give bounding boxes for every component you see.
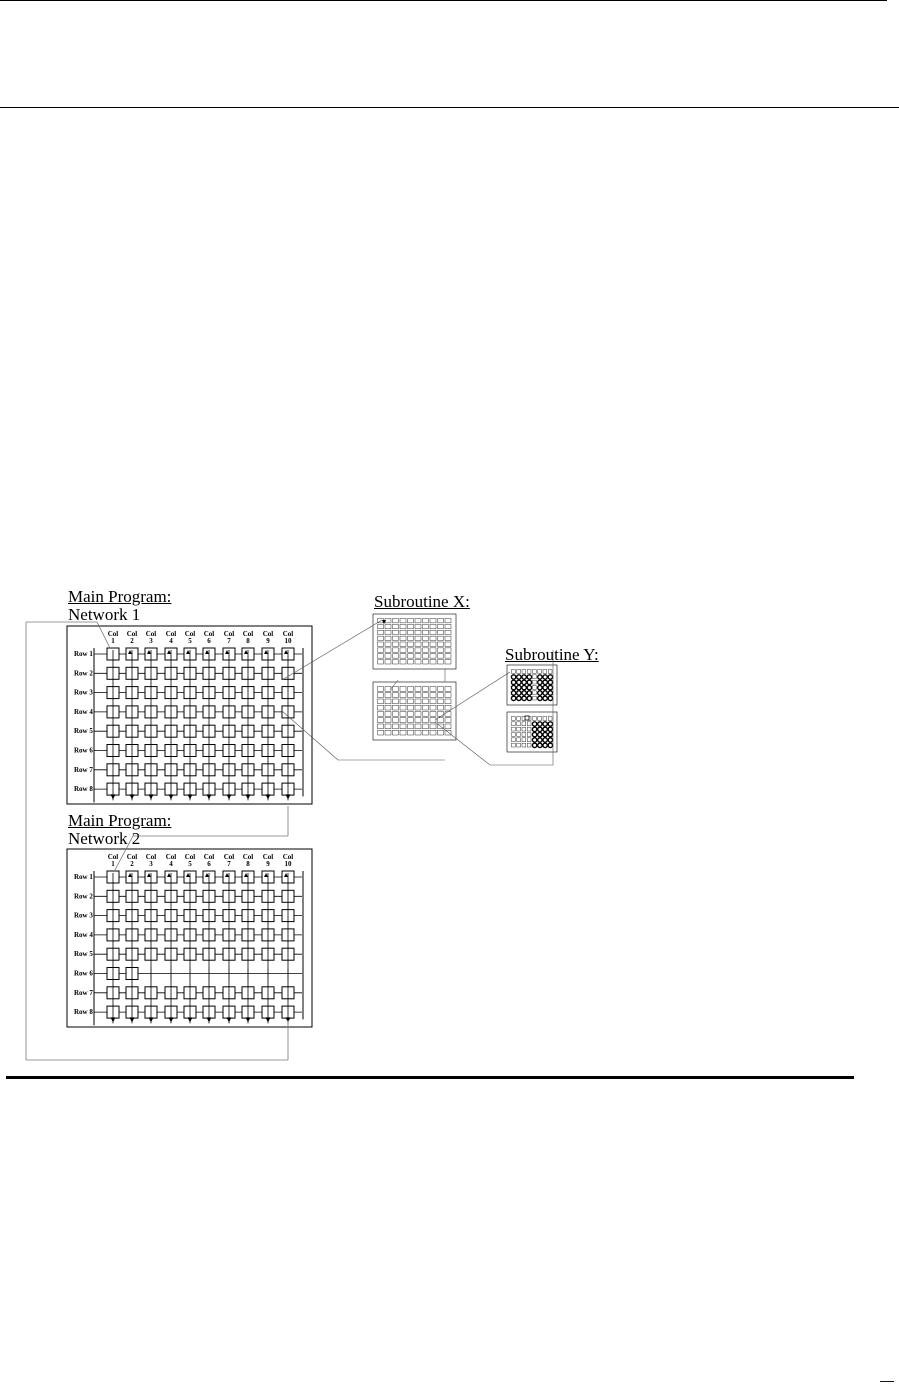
subroutine-y-network-1-dot xyxy=(527,675,531,679)
subroutine-x-title: Subroutine X: xyxy=(374,592,470,611)
network-1-col-number: 4 xyxy=(169,637,173,645)
main2-network-label: Network 2 xyxy=(68,829,141,848)
network-2-col-number: 10 xyxy=(284,860,292,868)
network-1-col-number: 1 xyxy=(111,637,115,645)
subroutine-y-network-1-dot xyxy=(511,696,515,700)
subroutine-y-network-2-dot xyxy=(538,732,542,736)
network-1-down-arrow xyxy=(188,794,193,799)
network-2-col-header: Col xyxy=(145,853,157,861)
subroutine-y-network-1-dot xyxy=(543,696,547,700)
network-1-row-label: Row 5 xyxy=(74,727,93,736)
subroutine-y-network-2-dot xyxy=(543,732,547,736)
network-2-row-label: Row 1 xyxy=(74,873,93,881)
subroutine-y-network-1-dot xyxy=(522,685,526,689)
subroutine-y-network-1-dot xyxy=(522,696,526,700)
subroutine-y-network-2-dot xyxy=(548,727,552,731)
network-1-col-number: 2 xyxy=(130,637,134,645)
network-2-col-number: 6 xyxy=(207,860,211,868)
network-2-row-label: Row 5 xyxy=(74,950,93,959)
network-1-col-number: 5 xyxy=(188,637,192,645)
network-2-down-arrow xyxy=(169,1017,174,1022)
subroutine-y-network-2-dot xyxy=(532,732,536,736)
subroutine-y-network-2-dot xyxy=(543,743,547,747)
subroutine-y-network-2-dot xyxy=(548,732,552,736)
network-2-col-number: 7 xyxy=(227,860,231,868)
network-2-down-arrow xyxy=(130,1017,135,1022)
main2-title: Main Program: xyxy=(68,811,172,830)
network-1-row-label: Row 3 xyxy=(74,688,93,697)
subroutine-y-network-1 xyxy=(507,665,557,705)
network-2-down-arrow xyxy=(149,1017,154,1022)
call-line xyxy=(282,620,382,680)
network-1-down-arrow xyxy=(111,794,116,799)
network-2-col-header: Col xyxy=(126,853,138,861)
subroutine-y-network-2-dot xyxy=(548,722,552,726)
network-1-col-header: Col xyxy=(184,630,196,638)
network-2-down-arrow xyxy=(188,1017,193,1022)
network-1-down-arrow xyxy=(246,794,251,799)
subroutine-y-network-1-dot xyxy=(527,680,531,684)
subroutine-y-network-2-dot xyxy=(538,722,542,726)
network-2-row-label: Row 4 xyxy=(74,930,93,939)
subroutine-y-network-1-dot xyxy=(543,685,547,689)
network-2-col-header: Col xyxy=(107,853,119,861)
subroutine-y-marker xyxy=(525,716,529,720)
subroutine-y-network-1-dot xyxy=(517,680,521,684)
network-2-row-label: Row 6 xyxy=(74,969,93,978)
subroutine-y-network-1-dot xyxy=(538,675,542,679)
subroutine-y-network-2-dot xyxy=(538,727,542,731)
subroutine-y-network-1-dot xyxy=(548,680,552,684)
subroutine-x-network-1 xyxy=(373,614,456,669)
network-2-col-header: Col xyxy=(282,853,294,861)
main1-title: Main Program: xyxy=(68,587,172,606)
subroutine-y-network-1-dot xyxy=(517,685,521,689)
network-2-down-arrow xyxy=(266,1017,271,1022)
subroutine-y-network-2-dot xyxy=(532,743,536,747)
subroutine-y-network-1-dot xyxy=(543,691,547,695)
subroutine-y-network-1-dot xyxy=(548,696,552,700)
network-2-col-number: 9 xyxy=(266,860,270,868)
call-line xyxy=(435,722,490,765)
subroutine-y-network-2-dot xyxy=(548,743,552,747)
subroutine-y-network-2-dot xyxy=(532,727,536,731)
network-1-down-arrow xyxy=(130,794,135,799)
network-1-down-arrow xyxy=(286,794,291,799)
network-2-col-number: 8 xyxy=(246,860,250,868)
network-2-row-label: Row 2 xyxy=(74,892,93,901)
network-2-col-header: Col xyxy=(262,853,274,861)
network-1-row-label: Row 1 xyxy=(74,650,93,658)
subroutine-y-network-2-dot xyxy=(543,738,547,742)
network-1-down-arrow xyxy=(266,794,271,799)
subroutine-y-network-1-dot xyxy=(517,696,521,700)
subroutine-y-network-1-dot xyxy=(527,696,531,700)
subroutine-y-network-2-dot xyxy=(548,738,552,742)
network-2-col-header: Col xyxy=(165,853,177,861)
subroutine-y-network-1-dot xyxy=(517,675,521,679)
page-corner-mark: — xyxy=(880,1372,894,1388)
network-2 xyxy=(67,849,312,1027)
subroutine-y-network-2-dot xyxy=(538,738,542,742)
network-1-col-header: Col xyxy=(126,630,138,638)
main1-network-label: Network 1 xyxy=(68,605,141,624)
network-1-col-number: 9 xyxy=(266,637,270,645)
subroutine-y-network-2-dot xyxy=(532,722,536,726)
network-1-row-label: Row 4 xyxy=(74,707,93,716)
subroutine-y-network-1-dot xyxy=(511,675,515,679)
network-1-col-header: Col xyxy=(107,630,119,638)
network-1-col-number: 7 xyxy=(227,637,231,645)
subroutine-y-network-1-dot xyxy=(522,675,526,679)
subroutine-y-network-1-dot xyxy=(527,685,531,689)
subroutine-y-network-1-dot xyxy=(527,691,531,695)
network-2-col-number: 2 xyxy=(130,860,134,868)
subroutine-y-network-1-dot xyxy=(511,680,515,684)
subroutine-y-network-2 xyxy=(507,712,557,752)
network-2-col-number: 4 xyxy=(169,860,173,868)
subroutine-y-network-2-dot xyxy=(532,738,536,742)
network-2-col-header: Col xyxy=(223,853,235,861)
network-1-row-label: Row 2 xyxy=(74,669,93,678)
subroutine-y-network-1-dot xyxy=(522,680,526,684)
network-1-row-label: Row 7 xyxy=(74,765,93,774)
subroutine-y-network-1-dot xyxy=(511,691,515,695)
network-2-row-label: Row 8 xyxy=(74,1008,93,1017)
network-2-col-header: Col xyxy=(242,853,254,861)
network-1-row-label: Row 8 xyxy=(74,785,93,794)
network-1-col-number: 3 xyxy=(149,637,153,645)
subroutine-y-network-1-dot xyxy=(543,680,547,684)
subroutine-y-network-1-dot xyxy=(538,685,542,689)
network-2-down-arrow xyxy=(246,1017,251,1022)
subroutine-y-network-1-dot xyxy=(548,691,552,695)
network-1-col-header: Col xyxy=(223,630,235,638)
subroutine-y-network-2-dot xyxy=(538,743,542,747)
network-1-down-arrow xyxy=(149,794,154,799)
network-2-down-arrow xyxy=(207,1017,212,1022)
network-1-col-header: Col xyxy=(165,630,177,638)
network-2-row-label: Row 7 xyxy=(74,988,93,997)
subroutine-y-network-1-dot xyxy=(548,675,552,679)
network-2-col-header: Col xyxy=(203,853,215,861)
network-1-row-label: Row 6 xyxy=(74,746,93,755)
network-1-down-arrow xyxy=(227,794,232,799)
network-1 xyxy=(67,626,312,804)
subroutine-y-network-1-dot xyxy=(538,680,542,684)
network-1-col-header: Col xyxy=(203,630,215,638)
network-2-down-arrow xyxy=(227,1017,232,1022)
network-1-col-header: Col xyxy=(242,630,254,638)
subroutine-y-network-1-dot xyxy=(543,675,547,679)
network-1-col-number: 10 xyxy=(284,637,292,645)
network-1-col-header: Col xyxy=(145,630,157,638)
network-1-col-number: 8 xyxy=(246,637,250,645)
network-1-col-header: Col xyxy=(282,630,294,638)
subroutine-y-network-2-dot xyxy=(543,722,547,726)
subroutine-y-network-1-dot xyxy=(538,691,542,695)
subroutine-y-title: Subroutine Y: xyxy=(505,645,599,664)
subroutine-y-network-1-dot xyxy=(548,685,552,689)
network-2-col-number: 1 xyxy=(111,860,115,868)
network-1-col-number: 6 xyxy=(207,637,211,645)
network-2-col-header: Col xyxy=(184,853,196,861)
network-2-row-label: Row 3 xyxy=(74,911,93,920)
network-2-down-arrow xyxy=(111,1017,116,1022)
network-1-col-header: Col xyxy=(262,630,274,638)
subroutine-y-network-1-dot xyxy=(538,696,542,700)
subroutine-y-network-1-dot xyxy=(522,691,526,695)
subroutine-x-network-2 xyxy=(373,682,456,740)
subroutine-y-network-1-dot xyxy=(517,691,521,695)
subroutine-y-network-1-dot xyxy=(511,685,515,689)
subroutine-y-network-2-dot xyxy=(543,727,547,731)
network-1-down-arrow xyxy=(207,794,212,799)
network-1-down-arrow xyxy=(169,794,174,799)
network-2-col-number: 5 xyxy=(188,860,192,868)
network-2-col-number: 3 xyxy=(149,860,153,868)
